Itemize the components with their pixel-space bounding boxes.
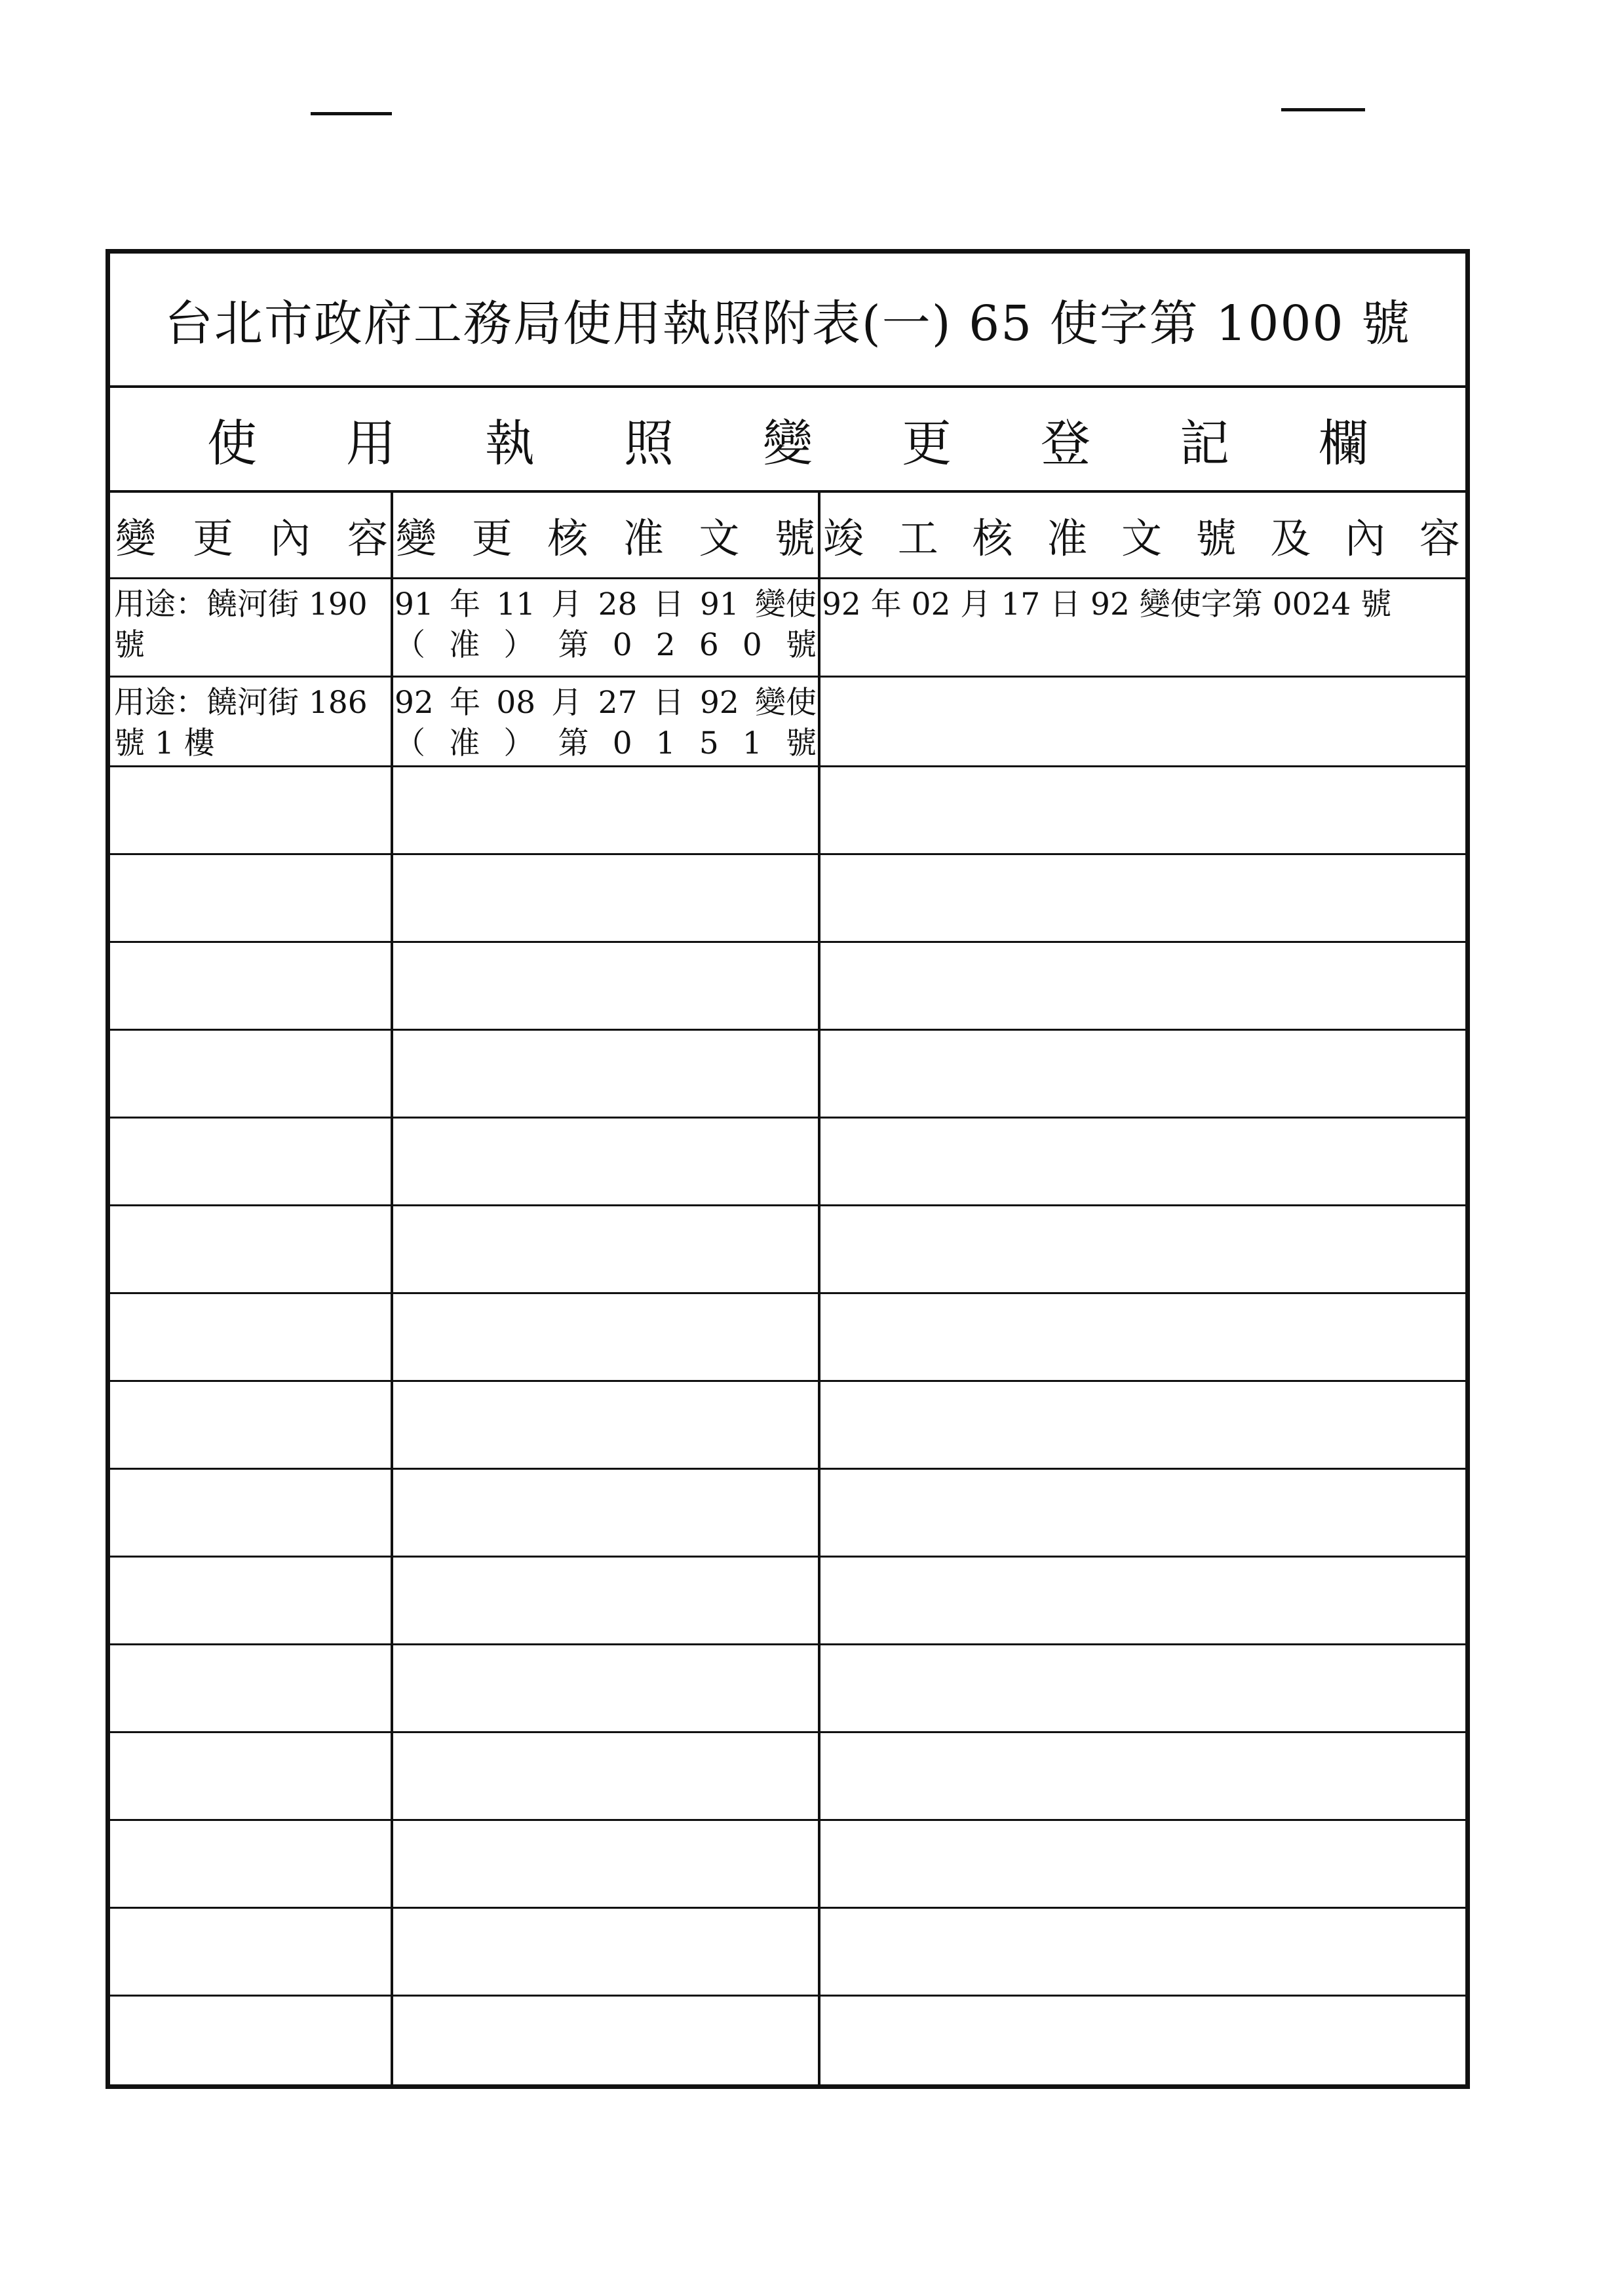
table-row xyxy=(110,1031,1465,1119)
empty-cell xyxy=(114,1206,389,1292)
empty-cell xyxy=(395,855,817,941)
empty-cell xyxy=(114,855,389,941)
table-row xyxy=(110,1558,1465,1645)
table-row xyxy=(110,1821,1465,1909)
empty-cell xyxy=(822,1558,1461,1643)
empty-cell xyxy=(822,855,1461,941)
empty-cell xyxy=(822,1119,1461,1204)
form-subtitle xyxy=(110,388,1465,493)
empty-cell xyxy=(114,1821,389,1907)
empty-cell xyxy=(395,1645,817,1731)
subtitle-char: 使 xyxy=(207,413,257,472)
empty-cell xyxy=(395,1558,817,1643)
empty-cell xyxy=(114,1031,389,1117)
empty-cell xyxy=(395,1997,817,2084)
empty-cell xyxy=(395,943,817,1029)
empty-cell xyxy=(114,943,389,1029)
empty-cell xyxy=(395,1821,817,1907)
subtitle-char: 更 xyxy=(902,413,952,472)
empty-cell xyxy=(395,1382,817,1468)
subtitle-char: 執 xyxy=(485,413,535,472)
empty-cell xyxy=(822,1909,1461,1995)
empty-cell xyxy=(822,1031,1461,1117)
empty-cell xyxy=(822,1733,1461,1819)
header-change-approval-number: 變 更 核 准 文 號 xyxy=(396,514,815,562)
empty-cell xyxy=(395,1119,817,1204)
empty-cell xyxy=(114,1733,389,1819)
empty-cell xyxy=(395,1470,817,1556)
empty-cell xyxy=(822,1821,1461,1907)
empty-cell xyxy=(822,767,1461,853)
empty-cell xyxy=(395,1031,817,1117)
empty-cell xyxy=(822,1645,1461,1731)
table-row xyxy=(110,767,1465,855)
change-approval-cell: 91 年 11 月 28 日 91 變使 （ 准 ） 第 0 2 6 0 號 xyxy=(395,586,817,663)
empty-cell xyxy=(395,767,817,853)
table-header-row xyxy=(110,493,1465,579)
empty-cell xyxy=(114,1119,389,1204)
empty-cell xyxy=(395,1206,817,1292)
register-table xyxy=(110,493,1465,2084)
subtitle-char: 登 xyxy=(1041,413,1090,472)
empty-cell xyxy=(822,1382,1461,1468)
table-row xyxy=(110,1470,1465,1558)
empty-cell xyxy=(114,1909,389,1995)
usage-permit-change-form xyxy=(106,249,1470,2089)
empty-cell xyxy=(395,1909,817,1995)
subtitle-char: 記 xyxy=(1180,413,1229,472)
table-row xyxy=(110,1733,1465,1821)
empty-cell xyxy=(395,1294,817,1380)
empty-cell xyxy=(822,1294,1461,1380)
table-row xyxy=(110,1206,1465,1294)
empty-cell xyxy=(822,943,1461,1029)
empty-cell xyxy=(822,1997,1461,2084)
completion-approval-cell: 92 年 02 月 17 日 92 變使字第 0024 號 xyxy=(822,586,1392,622)
empty-cell xyxy=(114,1645,389,1731)
scan-mark-right xyxy=(1281,108,1365,111)
form-title: 台北市政府工務局使用執照附表(一) 65 使字第 1000 號 xyxy=(110,254,1465,388)
empty-cell xyxy=(114,1997,389,2084)
table-row xyxy=(110,1382,1465,1470)
change-content-cell: 用途：饒河街 190 號 xyxy=(114,586,368,663)
table-row xyxy=(110,1294,1465,1382)
table-row xyxy=(110,678,1465,767)
empty-cell xyxy=(114,1382,389,1468)
empty-cell xyxy=(395,1733,817,1819)
subtitle-char: 變 xyxy=(763,413,813,472)
scan-mark-left xyxy=(311,112,392,115)
table-row xyxy=(110,943,1465,1031)
table-row xyxy=(110,1119,1465,1206)
table-row xyxy=(110,855,1465,943)
header-completion-approval: 竣 工 核 准 文 號 及 內 容 xyxy=(823,514,1460,562)
table-row xyxy=(110,1909,1465,1997)
table-row xyxy=(110,1645,1465,1733)
header-change-content: 變 更 內 容 xyxy=(115,514,388,562)
empty-cell xyxy=(822,1206,1461,1292)
subtitle-char: 照 xyxy=(624,413,674,472)
empty-cell xyxy=(114,1470,389,1556)
empty-cell xyxy=(114,1294,389,1380)
empty-cell xyxy=(114,767,389,853)
table-row xyxy=(110,579,1465,678)
subtitle-char: 用 xyxy=(346,413,396,472)
change-approval-cell: 92 年 08 月 27 日 92 變使 （ 准 ） 第 0 1 5 1 號 xyxy=(395,685,817,761)
subtitle-char: 欄 xyxy=(1319,413,1368,472)
empty-cell xyxy=(822,1470,1461,1556)
table-row xyxy=(110,1997,1465,2084)
completion-approval-cell xyxy=(822,678,1461,765)
empty-cell xyxy=(114,1558,389,1643)
change-content-cell: 用途：饒河街 186 號 1 樓 xyxy=(114,685,368,761)
